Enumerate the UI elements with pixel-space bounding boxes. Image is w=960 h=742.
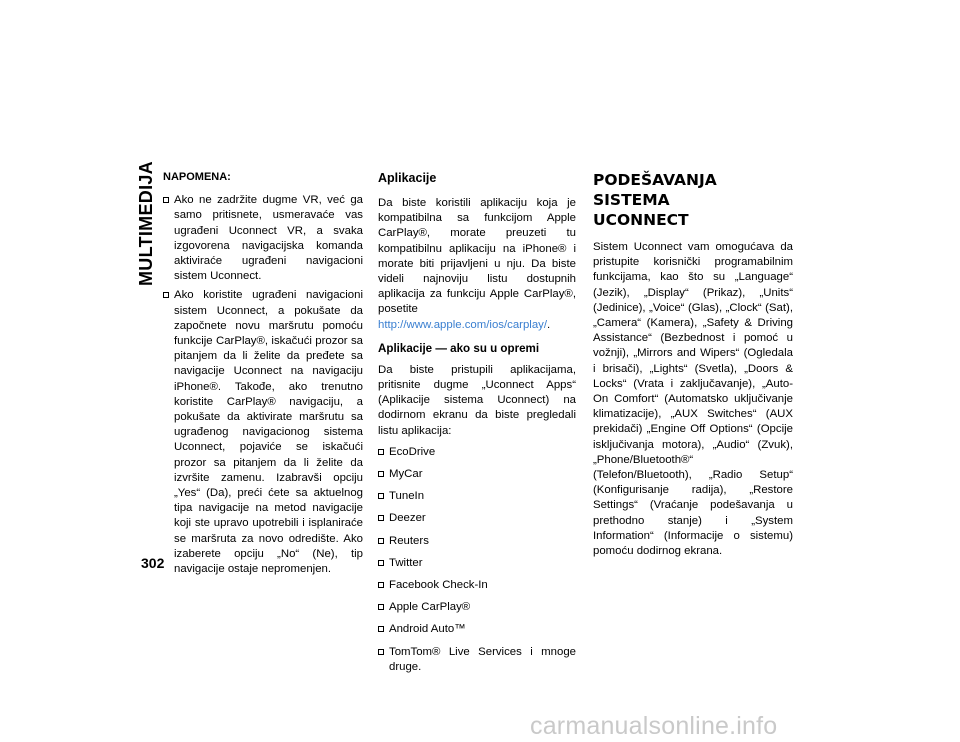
- note-bullet-list: [163, 193, 363, 577]
- app-list-item: [378, 645, 576, 675]
- settings-heading-line1: PODEŠAVANJA SISTEMA: [593, 171, 717, 209]
- checkbox-bullet-icon: [378, 515, 384, 521]
- app-name: MyCar: [389, 468, 423, 481]
- app-name: Twitter: [389, 556, 423, 569]
- apps-heading: Aplikacije: [378, 171, 437, 185]
- app-name: Apple CarPlay®: [389, 601, 471, 614]
- checkbox-bullet-icon: [378, 493, 384, 499]
- section-side-tab: [131, 160, 161, 286]
- apps-intro-text: Da biste koristili aplikaciju koja je kompatibilna sa funkcijom Apple CarPlay®, morate preuzeti tu kompatibilnu aplikaciju na iPhone® i morate biti prijavljeni u nju. Da biste videli najnoviju listu dostupnih aplikacija za funkciju Apple CarPlay®, posetite: [378, 197, 576, 316]
- app-name: TomTom® Live Services i mnoge druge.: [389, 645, 576, 673]
- checkbox-bullet-icon: [378, 471, 384, 477]
- app-name: Android Auto™: [389, 623, 466, 636]
- app-list-item: [378, 489, 576, 504]
- apps-access-paragraph: Da biste pristupili aplikacijama, pritisnite dugme „Uconnect Apps“ (Aplikacije sistema Uconnect) na dodirnom ekranu da biste pregledali listu aplikacija:: [378, 363, 576, 437]
- settings-heading: [593, 170, 793, 230]
- note-bullet-text: Ako ne zadržite dugme VR, već ga samo pritisnete, usmeravaće vas ugrađeni Uconnect VR, a svaka izgovorena navigacijska komanda aktiviraće ugrađeni navigacioni sistem Uconnect.: [174, 194, 363, 283]
- apps-intro-end: .: [547, 318, 551, 331]
- settings-heading-line2: UCONNECT: [593, 211, 689, 229]
- checkbox-bullet-icon: [378, 538, 384, 544]
- checkbox-bullet-icon: [378, 604, 384, 610]
- section-side-tab-label: MULTIMEDIJA: [135, 160, 156, 286]
- checkbox-bullet-icon: [378, 582, 384, 588]
- checkbox-bullet-icon: [378, 649, 384, 655]
- app-list-item: [378, 578, 576, 593]
- settings-body-paragraph: Sistem Uconnect vam omogućava da pristupite korisnički programabilnim funkcijama, kao što su „Language“ (Jezik), „Display“ (Prikaz), „Units“ (Jedinice), „Voice“ (Glas), „Clock“ (Sat), „Camera“ (Kamera), „Safety & Driving Assistance“ (Bezbednost i pomoć u vožnji), „Mirrors and Wipers“ (Ogledala i brisači), „Lights“ (Svetla), „Doors & Locks“ (Vrata i zaključavanje), „Auto-On Comfort“ (Automatsko uključivanje klimatizacije), „AUX Switches“ (AUX prekidači) „Engine Off Options“ (Opcije isključivanja motora), „Audio“ (Zvuk), „Phone/Bluetooth®“ (Telefon/Bluetooth), „Radio Setup“ (Konfigurisanje radija), „Restore Settings“ (Vraćanje podešavanja u prethodno stanje) i „System Information“ (Informacije o sistemu) pomoću dodirnog ekrana.: [593, 241, 793, 558]
- watermark-text: carmanualsonline.info: [530, 712, 778, 740]
- app-list-item: [378, 556, 576, 571]
- checkbox-bullet-icon: [378, 626, 384, 632]
- checkbox-bullet-icon: [163, 292, 169, 298]
- checkbox-bullet-icon: [163, 197, 169, 203]
- app-name: Deezer: [389, 512, 426, 525]
- apps-equipped-subheading: Aplikacije — ako su u opremi: [378, 341, 540, 355]
- app-name: TuneIn: [389, 490, 425, 503]
- note-bullet-text: Ako koristite ugrađeni navigacioni sistem Uconnect, a pokušate da započnete novu maršrutu pomoću funkcije CarPlay®, iskačući prozor sa pitanjem da li želite da pređete sa navigacije Uconnect na navigaciju iPhone®. Takođe, ako trenutno koristite CarPlay® navigaciju, a pokušate da aktivirate maršrutu sa ugrađenog navigacionog sistema Uconnect, pojaviće se iskačući prozor sa pitanjem da li želite da izvršite zamenu. Izabravši opciju „Yes“ (Da), preći ćete sa aktuelnog tipa navigacije na metod navigacije koji ste upravo upotrebili i isplaniraće se maršruta za novo odredište. Ako izaberete opciju „No“ (Ne), tip navigacije ostaje nepromenjen.: [174, 289, 363, 576]
- app-list-item: [378, 600, 576, 615]
- checkbox-bullet-icon: [378, 560, 384, 566]
- apps-list: [378, 445, 576, 675]
- column-apps: [378, 170, 576, 682]
- app-list-item: [378, 511, 576, 526]
- app-name: EcoDrive: [389, 445, 436, 458]
- checkbox-bullet-icon: [378, 449, 384, 455]
- note-bullet-item: [163, 288, 363, 577]
- app-list-item: [378, 622, 576, 637]
- column-settings: [593, 170, 793, 565]
- app-list-item: [378, 467, 576, 482]
- app-list-item: [378, 534, 576, 549]
- apps-intro-paragraph: [378, 196, 576, 333]
- app-list-item: [378, 445, 576, 460]
- note-label: NAPOMENA:: [163, 171, 231, 183]
- page-number: 302: [141, 555, 165, 571]
- note-bullet-item: [163, 193, 363, 284]
- app-name: Facebook Check-In: [389, 579, 488, 592]
- column-note: [163, 170, 363, 581]
- carplay-apps-link[interactable]: http://www.apple.com/ios/carplay/: [378, 318, 548, 331]
- app-name: Reuters: [389, 534, 429, 547]
